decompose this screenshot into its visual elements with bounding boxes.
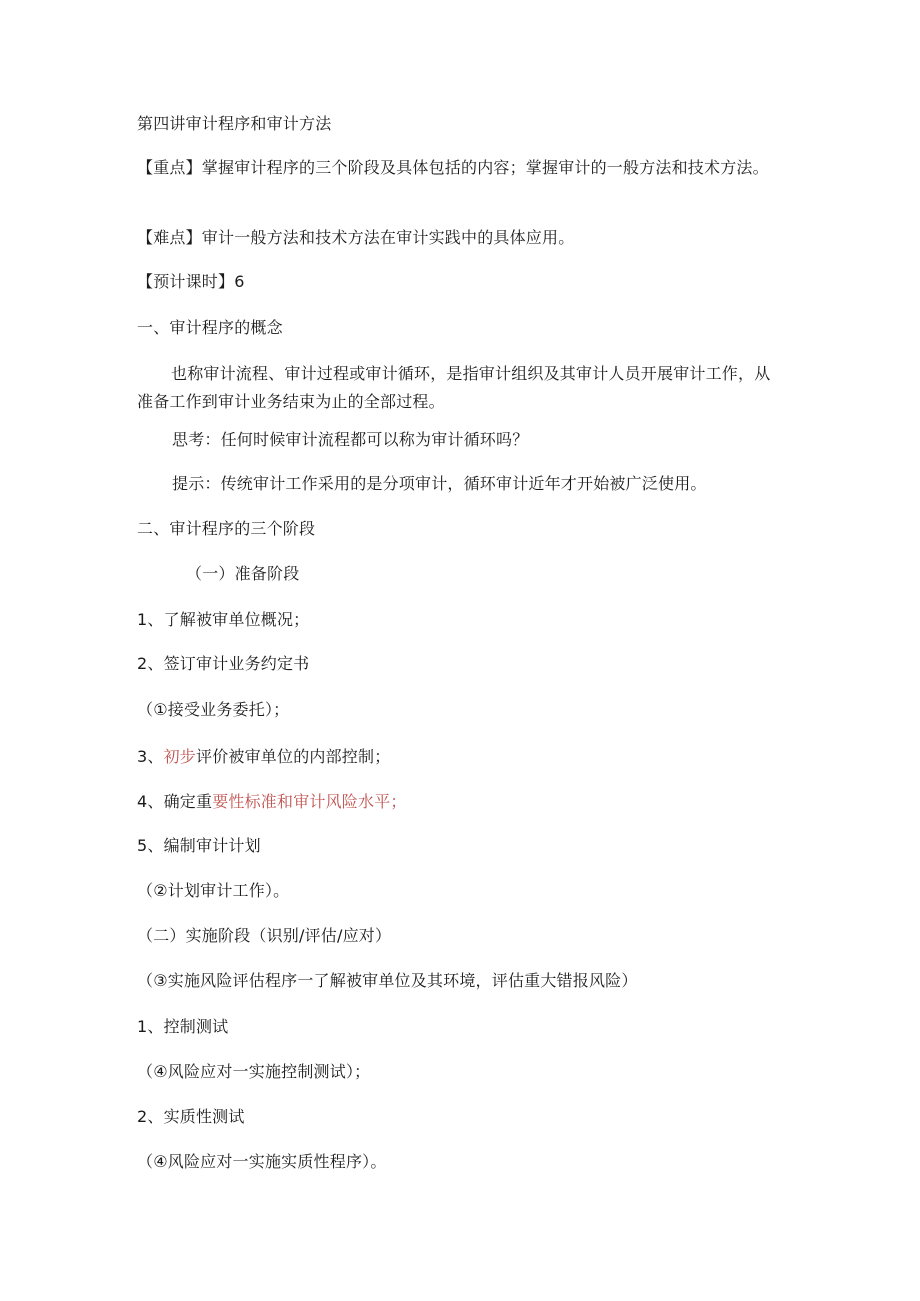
list-item-3-number: 3、 (137, 747, 164, 766)
stage-2-note: （③实施风险评估程序一了解被审单位及其环境，评估重大错报风险） (137, 971, 638, 990)
list-item-4-text: 4、确定重 (137, 792, 213, 811)
section-1-body: 也称审计流程、审计过程或审计循环，是指审计组织及其审计人员开展审计工作，从准备工作到审计业务结束为止的全部过程。 (137, 364, 771, 411)
stage-1-heading: （一）准备阶段 (186, 564, 300, 583)
test-item-2-note: （④风险应对一实施实质性程序）。 (137, 1152, 387, 1171)
list-item-4 (137, 792, 407, 812)
test-item-1: 1、控制测试 (137, 1017, 229, 1036)
list-item-3 (137, 747, 390, 767)
think-question: 思考：任何时候审计流程都可以称为审计循环吗？ (172, 430, 529, 449)
list-item-1: 1、了解被审单位概况； (137, 610, 310, 629)
test-item-2: 2、实质性测试 (137, 1107, 245, 1126)
lecture-title: 第四讲审计程序和审计方法 (137, 114, 332, 133)
list-item-4-highlight: 要性标准和审计风险水平； (212, 792, 407, 811)
list-item-3-text: 评价被审单位的内部控制； (196, 747, 391, 766)
stage-2-heading: （二）实施阶段（识别/评估/应对） (137, 926, 392, 945)
test-item-1-note: （④风险应对一实施控制测试）； (137, 1062, 371, 1081)
list-item-2: 2、签订审计业务约定书 (137, 654, 310, 673)
list-item-3-highlight: 初步 (163, 747, 196, 766)
hint-text: 提示：传统审计工作采用的是分项审计，循环审计近年才开始被广泛使用。 (172, 474, 707, 493)
list-item-2-note: （①接受业务委托）； (137, 700, 290, 719)
section-2-heading: 二、审计程序的三个阶段 (137, 519, 316, 538)
key-point-paragraph: 【重点】掌握审计程序的三个阶段及具体包括的内容；掌握审计的一般方法和技术方法。 (137, 158, 769, 177)
section-1-heading: 一、审计程序的概念 (137, 318, 283, 337)
list-item-5: 5、编制审计计划 (137, 836, 261, 855)
difficulty-paragraph: 【难点】审计一般方法和技术方法在审计实践中的具体应用。 (137, 228, 575, 247)
list-item-5-note: （②计划审计工作）。 (137, 881, 290, 900)
hours-paragraph: 【预计课时】6 (137, 272, 245, 291)
